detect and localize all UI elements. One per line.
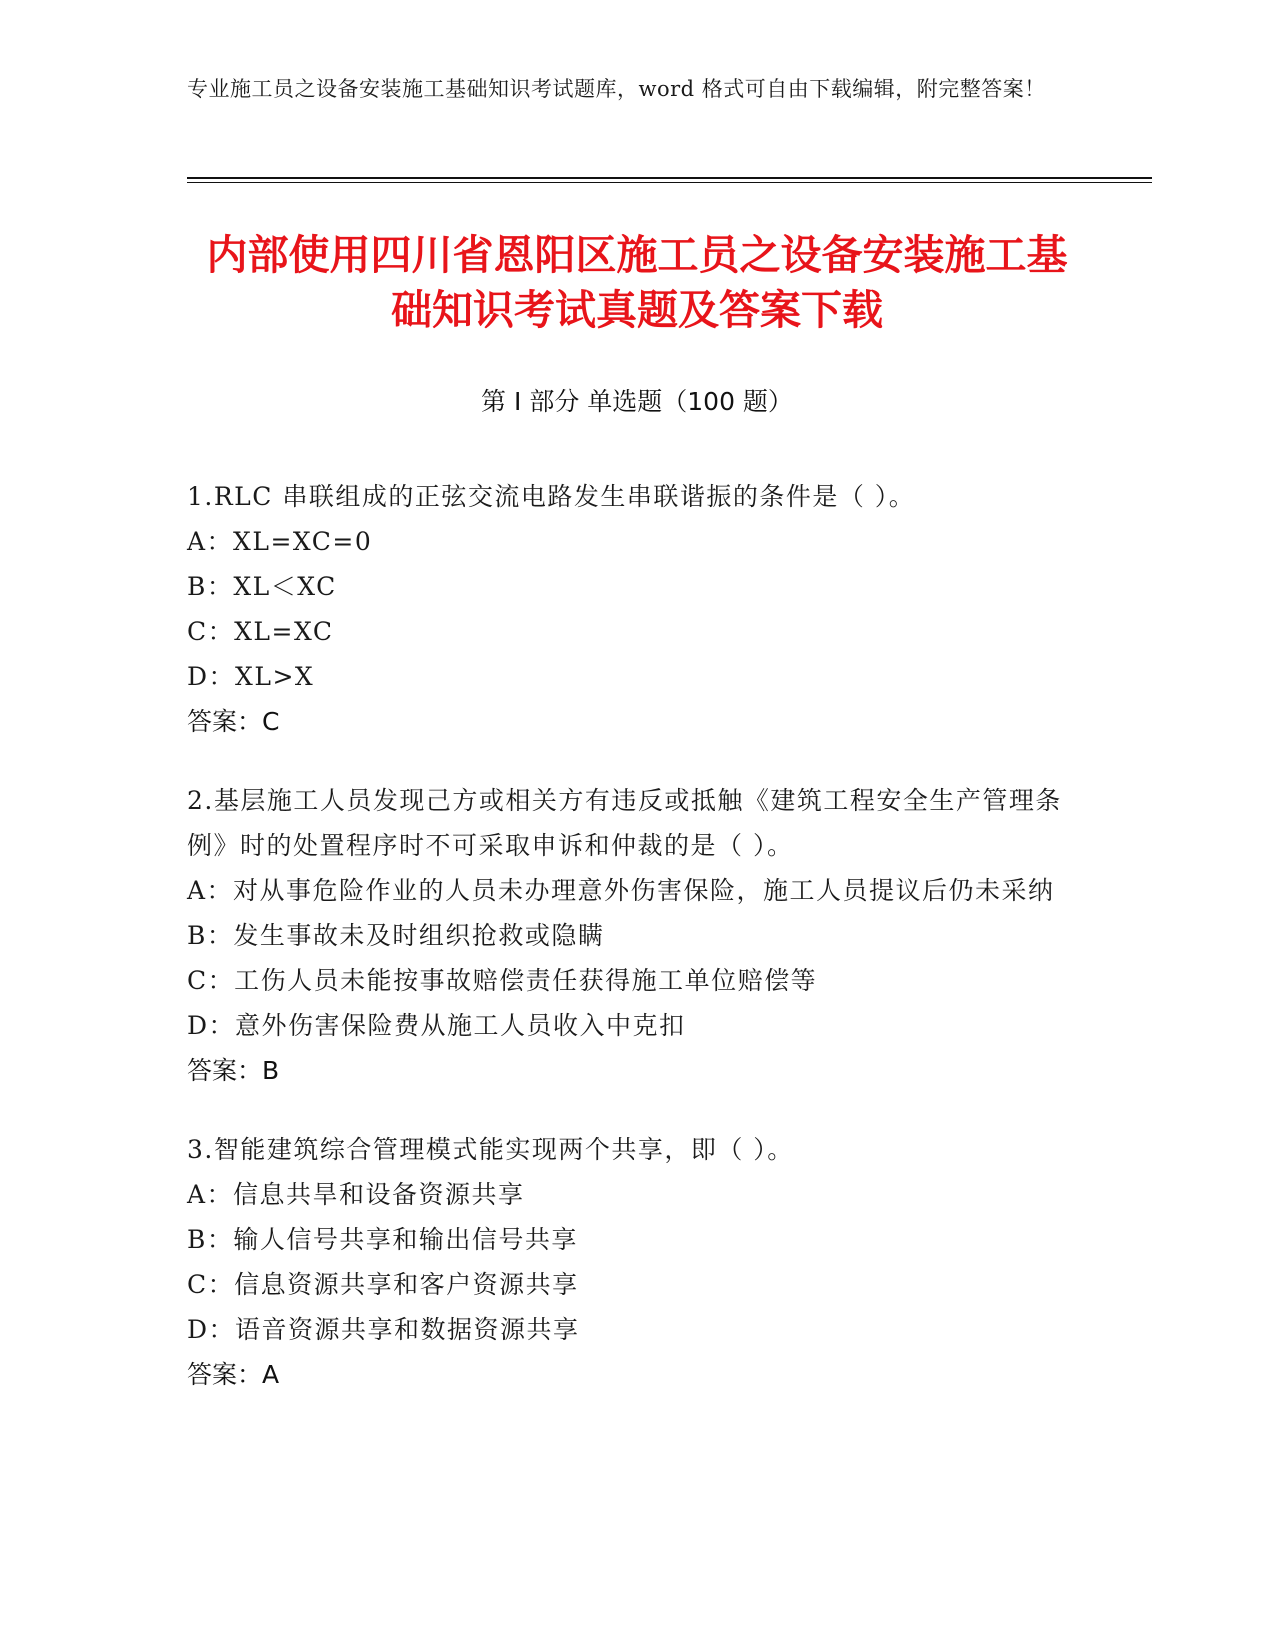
- option-a: A：信息共旱和设备资源共享: [187, 1180, 525, 1209]
- header-note: 专业施工员之设备安装施工基础知识考试题库，word 格式可自由下载编辑，附完整答案！: [187, 77, 1046, 101]
- option-d: D：意外伤害保险费从施工人员收入中克扣: [187, 1011, 686, 1040]
- header-divider-thin: [187, 182, 1152, 183]
- question-stem: 1.RLC 串联组成的正弦交流电路发生串联谐振的条件是（ ）。: [187, 482, 916, 511]
- question-3: [187, 1127, 1067, 1397]
- option-c: C：XL=XC: [187, 617, 334, 646]
- question-list: [187, 474, 1067, 1431]
- question-stem: 3.智能建筑综合管理模式能实现两个共享，即（ ）。: [187, 1135, 794, 1164]
- question-2: [187, 778, 1067, 1093]
- option-c: C：工伤人员未能按事故赔偿责任获得施工单位赔偿等: [187, 966, 818, 995]
- question-1: [187, 474, 1067, 744]
- option-b: B：输人信号共享和输出信号共享: [187, 1225, 578, 1254]
- answer: 答案：A: [187, 1360, 280, 1389]
- header-divider-thick: [187, 177, 1152, 179]
- option-b: B：XL＜XC: [187, 572, 337, 601]
- answer: 答案：C: [187, 707, 280, 736]
- question-stem: 2.基层施工人员发现己方或相关方有违反或抵触《建筑工程安全生产管理条例》时的处置程序时不可采取申诉和仲裁的是（ ）。: [187, 786, 1062, 860]
- answer: 答案：B: [187, 1056, 280, 1085]
- option-a: A：XL=XC=0: [187, 527, 373, 556]
- option-b: B：发生事故未及时组织抢救或隐瞒: [187, 921, 605, 950]
- option-a: A：对从事危险作业的人员未办理意外伤害保险，施工人员提议后仍未采纳: [187, 876, 1055, 905]
- document-title: 内部使用四川省恩阳区施工员之设备安装施工基础知识考试真题及答案下载: [206, 231, 1068, 334]
- option-d: D：XL>X: [187, 662, 315, 691]
- option-c: C：信息资源共享和客户资源共享: [187, 1270, 579, 1299]
- option-d: D：语音资源共享和数据资源共享: [187, 1315, 580, 1344]
- section-heading: 第 I 部分 单选题（100 题）: [481, 387, 793, 416]
